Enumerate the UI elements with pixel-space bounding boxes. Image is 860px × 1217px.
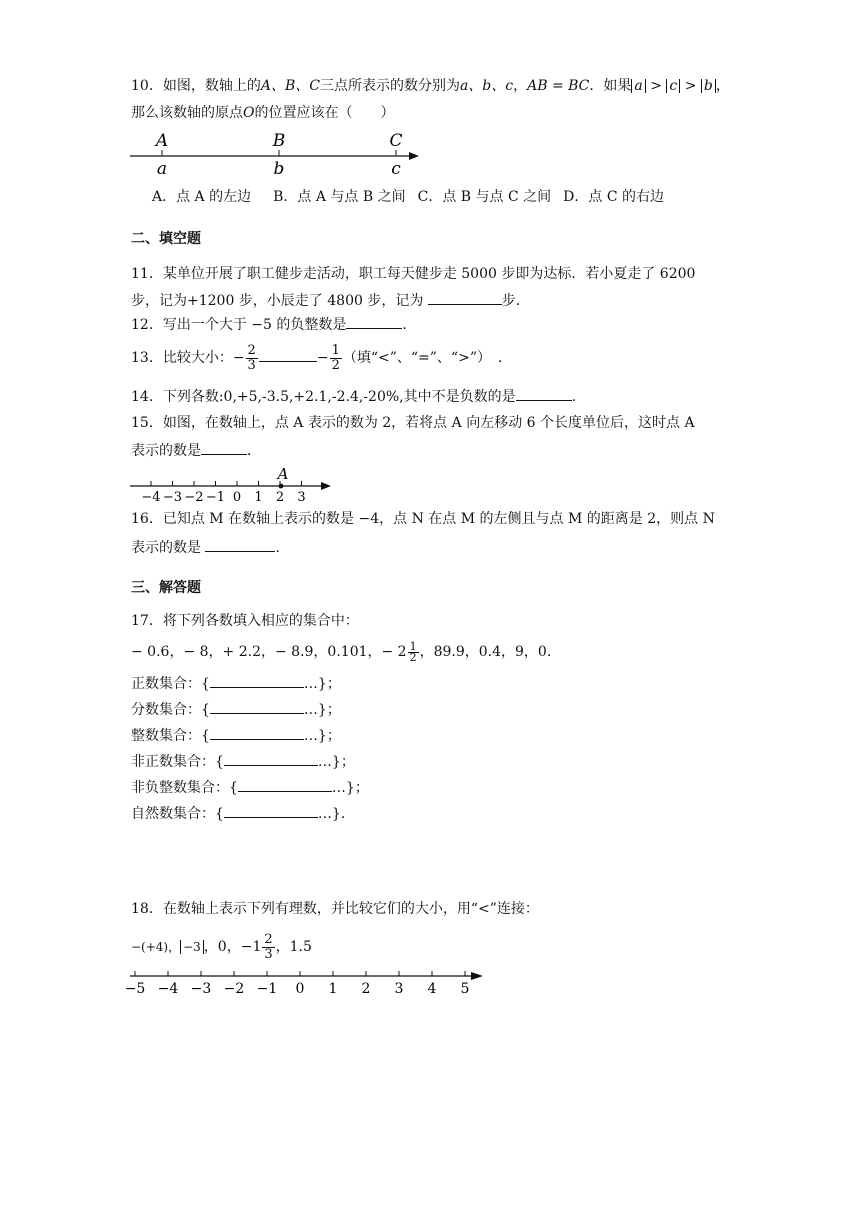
axis-tick-label: 2 <box>275 490 285 504</box>
q16-line2: 表示的数是 . <box>131 537 280 558</box>
abs-b: b <box>701 79 716 93</box>
axis-point-B: B <box>272 131 286 151</box>
q18-numbers: −(+4)， −3 ，0，−1 $\frac{2}{3}$ ，1.5 <box>131 931 312 962</box>
q15-line1: 15．如图，在数轴上，点 A 表示的数为 2，若将点 A 向左移动 6 个长度单位后，这时点 A <box>131 415 695 431</box>
set-integer-blank[interactable] <box>210 725 304 740</box>
set-fraction-blank[interactable] <box>210 699 304 714</box>
abs-c: c <box>666 79 680 93</box>
option-d[interactable]: D．点 C 的右边 <box>563 189 664 205</box>
q16-answer-blank[interactable] <box>205 537 275 552</box>
q10-line2: 那么该数轴的原点O的位置应该在（ ） <box>131 105 395 121</box>
section-solve: 三、解答题 <box>131 580 201 596</box>
section-fill-blank: 二、填空题 <box>131 231 201 247</box>
set-integer: 整数集合：{ …}； <box>131 725 341 746</box>
q11-line2: 步，记为+1200 步，小辰走了 4800 步，记为 步． <box>131 290 530 311</box>
axis-value-b: b <box>273 159 285 179</box>
fraction-1-2: $\frac{1}{2}$ <box>331 342 340 373</box>
axis-tick-label: −3 <box>162 490 183 504</box>
q18-title: 18．在数轴上表示下列有理数，并比较它们的大小，用“<”连接： <box>131 901 539 917</box>
q12-answer-blank[interactable] <box>346 314 402 329</box>
axis-tick-label: −4 <box>157 981 179 997</box>
q16-line1: 16．已知点 M 在数轴上表示的数是 −4，点 N 在点 M 的左侧且与点 M 的距离是 2，则点 N <box>131 511 715 527</box>
axis-tick-label: 3 <box>394 981 404 997</box>
q12: 12．写出一个大于 −5 的负整数是 ． <box>131 314 416 335</box>
axis-tick-label: 4 <box>427 981 437 997</box>
axis-tick-label: −2 <box>223 981 245 997</box>
set-positive-blank[interactable] <box>210 673 304 688</box>
q14: 14．下列各数:0,+5,-3.5,+2.1,-2.4,-20%,其中不是负数的是 . <box>131 386 576 407</box>
q10-number-line <box>125 128 425 180</box>
set-non-negative-integer: 非负整数集合：{ …}； <box>131 777 369 798</box>
option-b[interactable]: B．点 A 与点 B 之间 <box>273 189 406 205</box>
abs-neg-3: −3 <box>180 940 204 954</box>
set-non-negative-integer-blank[interactable] <box>238 777 332 792</box>
axis-tick-label: 1 <box>328 981 338 997</box>
q15-number-line <box>125 464 340 504</box>
axis-tick-label: 3 <box>297 490 306 504</box>
axis-value-a: a <box>156 159 168 179</box>
axis-tick-label: −5 <box>125 981 146 997</box>
fraction-2-3-q18: $\frac{2}{3}$ <box>264 931 273 962</box>
set-natural: 自然数集合：{ …}. <box>131 803 345 824</box>
option-c[interactable]: C．点 B 与点 C 之间 <box>417 189 552 205</box>
set-fraction: 分数集合：{ …}； <box>131 699 341 720</box>
axis-tick-label: 1 <box>254 490 263 504</box>
axis-tick-label: −1 <box>256 981 278 997</box>
q14-answer-blank[interactable] <box>516 386 572 401</box>
axis-tick-label: −1 <box>205 490 226 504</box>
q17-numbers: − 0.6，− 8，+ 2.2，− 8.9，0.101，− 2 $\frac{1}{2}$ ，89.9，0.4，9，0. <box>131 639 552 664</box>
set-non-positive: 非正数集合：{ …}； <box>131 751 355 772</box>
q11-line1: 11．某单位开展了职工健步走活动，职工每天健步走 5000 步即为达标．若小夏走了 6200 <box>131 266 696 282</box>
q17-title: 17．将下列各数填入相应的集合中： <box>131 613 359 629</box>
q13: 13．比较大小：− $\frac{2}{3}$ − $\frac{1}{2}$ （填“<”、“=”、“>”） ． <box>131 342 512 373</box>
option-a[interactable]: A．点 A 的左边 <box>152 189 252 205</box>
abs-a: a <box>631 79 645 93</box>
axis-point-A: A <box>155 131 169 151</box>
q18-number-line <box>125 966 490 1000</box>
q15-answer-blank[interactable] <box>201 440 247 455</box>
axis-tick-label: −2 <box>184 490 204 504</box>
set-natural-blank[interactable] <box>224 803 318 818</box>
axis-tick-label: 0 <box>295 981 305 997</box>
set-non-positive-blank[interactable] <box>224 751 318 766</box>
axis-tick-label: −4 <box>141 490 161 504</box>
axis-value-c: c <box>391 159 401 179</box>
set-positive: 正数集合：{ …}； <box>131 673 341 694</box>
q13-answer-blank[interactable] <box>259 347 317 362</box>
axis-tick-label: 2 <box>361 981 371 997</box>
fraction-2-3: $\frac{2}{3}$ <box>247 342 256 373</box>
mixed-fraction-1-2: $\frac{1}{2}$ <box>409 639 417 664</box>
q15-line2: 表示的数是 ． <box>131 440 261 461</box>
axis-tick-label: 0 <box>232 490 242 504</box>
axis-tick-label: −3 <box>190 981 212 997</box>
axis-point-C: C <box>389 131 403 151</box>
q10-line1: 10．如图，数轴上的A、B、C三点所表示的数分别为a、b、c，AB = BC．如果 a > c > b ， <box>131 78 730 94</box>
axis-tick-label: 5 <box>460 981 470 997</box>
q15-point-A: A <box>277 465 289 483</box>
q10-options <box>152 187 664 207</box>
q11-answer-blank[interactable] <box>428 290 502 305</box>
